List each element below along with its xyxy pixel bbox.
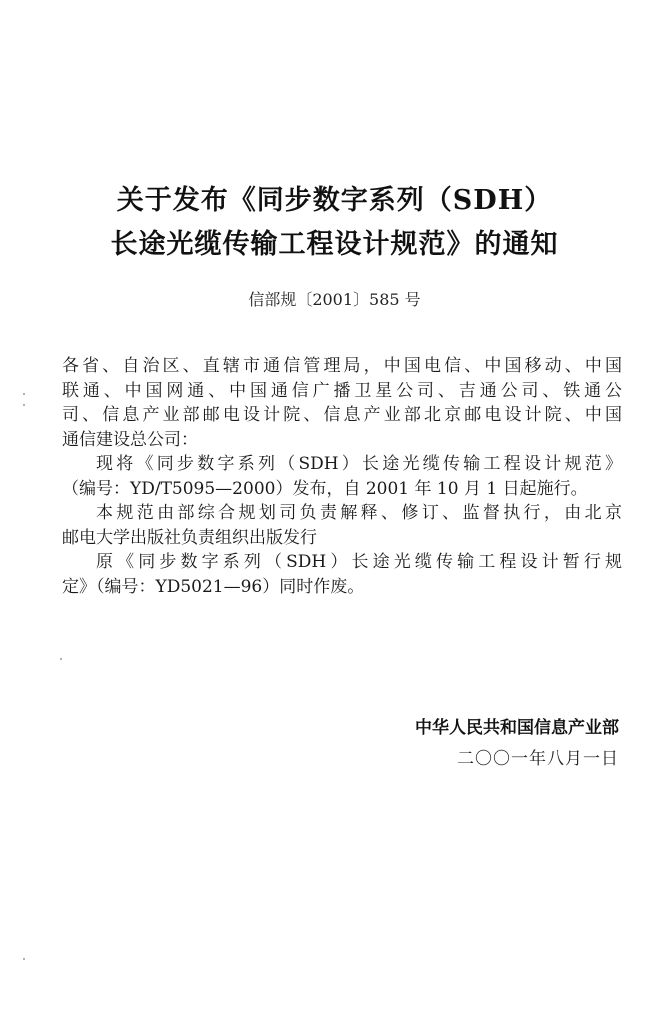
paragraph-3-line: 原《同步数字系列（SDH）长途光缆传输工程设计暂行规 [96,552,622,572]
addressee-line: 通信建设总公司： [62,429,198,450]
paragraph-1-line: 现将《同步数字系列（SDH）长途光缆传输工程设计规范》 [96,454,622,474]
scan-speck [23,393,25,395]
signature-date: 二〇〇一年八月一日 [457,749,619,769]
title-line-2: 长途光缆传输工程设计规范》的通知 [110,229,559,260]
title-line-1: 关于发布《同步数字系列（SDH） [116,185,553,216]
addressee-line: 联通、中国网通、中国通信广播卫星公司、吉通公司、铁通公 [62,380,622,401]
paragraph-1-line: （编号：YD/T5095—2000）发布，自 2001 年 10 月 1 日起施行。 [62,478,588,499]
signature-organization: 中华人民共和国信息产业部 [415,718,619,738]
addressee-block [62,354,622,599]
paragraph-2-line: 邮电大学出版社负责组织出版发行 [62,527,317,548]
paragraph-3-line: 定》（编号：YD5021—96）同时作废。 [62,576,365,597]
paragraph-2-line: 本规范由部综合规划司负责解释、修订、监督执行，由北京 [96,503,622,523]
addressee-line: 司、信息产业部邮电设计院、信息产业部北京邮电设计院、中国 [62,405,622,425]
scan-speck [23,958,25,960]
scan-speck [60,658,62,660]
addressee-line: 各省、自治区、直辖市通信管理局，中国电信、中国移动、中国 [62,356,622,376]
scan-speck [23,404,25,406]
document-number: 信部规〔2001〕585 号 [248,290,421,309]
